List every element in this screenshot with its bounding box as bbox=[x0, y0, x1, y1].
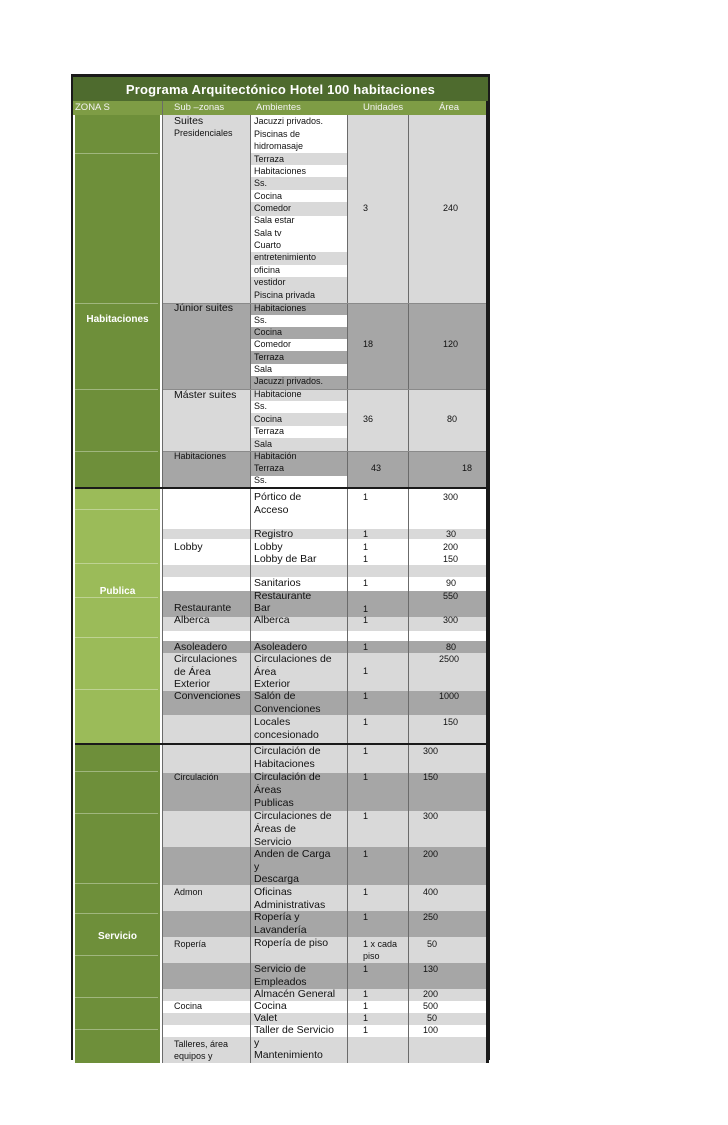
amb-circ-hab-2: Habitaciones bbox=[254, 758, 315, 770]
sub-restaurante: Restaurante bbox=[174, 602, 232, 614]
zone-habitaciones-cell bbox=[75, 115, 160, 487]
amb-hab-ss: Ss. bbox=[254, 475, 268, 485]
amb-hab-habitacion: Habitación bbox=[254, 451, 297, 461]
units-asoleadero: 1 bbox=[363, 642, 369, 652]
units-lobby-bar: 1 bbox=[363, 554, 369, 564]
amb-terraza: Terraza bbox=[254, 154, 285, 164]
units-roperia-piso-1: 1 x cada bbox=[363, 939, 398, 949]
area-almacen: 200 bbox=[423, 989, 439, 999]
amb-circ-serv-3: Servicio bbox=[254, 836, 292, 848]
amb-oficinas-2: Administrativas bbox=[254, 899, 326, 911]
units-habitaciones: 43 bbox=[371, 463, 382, 473]
area-circ-serv: 300 bbox=[423, 811, 439, 821]
units-circ-serv: 1 bbox=[363, 811, 369, 821]
sub-presidenciales: Presidenciales bbox=[174, 128, 233, 138]
amb-anden-1: Anden de Carga bbox=[254, 848, 331, 860]
units-circ: 1 bbox=[363, 666, 369, 676]
amb-cocina: Cocina bbox=[254, 1000, 287, 1012]
area-habitaciones: 18 bbox=[462, 463, 473, 473]
header-unidades: Unidades bbox=[363, 102, 404, 113]
area-roperia-piso: 50 bbox=[427, 939, 438, 949]
area-presidential: 240 bbox=[443, 203, 459, 213]
amb-serv-emp-1: Servicio de bbox=[254, 963, 306, 975]
amb-locales-2: concesionado bbox=[254, 729, 319, 741]
area-lobby: 200 bbox=[443, 542, 459, 552]
amb-restaurante: Restaurante bbox=[254, 590, 312, 602]
amb-circ-pub-3: Publicas bbox=[254, 797, 294, 809]
amb-salon-2: Convenciones bbox=[254, 703, 321, 715]
amb-salon-1: Salón de bbox=[254, 690, 296, 702]
units-valet: 1 bbox=[363, 1013, 369, 1023]
amb-circ-2: Área bbox=[254, 666, 277, 678]
sub-admon: Admon bbox=[174, 887, 203, 897]
units-presidential: 3 bbox=[363, 203, 369, 213]
amb-lobby-bar: Lobby de Bar bbox=[254, 553, 317, 565]
amb-asoleadero: Asoleadero bbox=[254, 641, 308, 653]
amb-ss: Ss. bbox=[254, 178, 268, 188]
amb-junior-comedor: Comedor bbox=[254, 339, 292, 349]
area-asoleadero: 80 bbox=[446, 642, 457, 652]
header-area: Área bbox=[439, 102, 460, 113]
amb-oficina: oficina bbox=[254, 265, 281, 275]
units-cocina: 1 bbox=[363, 1001, 369, 1011]
header-zonas: ZONA S bbox=[75, 102, 110, 113]
amb-jacuzzi: Jacuzzi privados. bbox=[254, 116, 324, 126]
table-title: Programa Arquitectónico Hotel 100 habitaciones bbox=[73, 77, 488, 101]
zone-publica-cell bbox=[75, 489, 160, 743]
units-almacen: 1 bbox=[363, 989, 369, 999]
area-circ: 2500 bbox=[439, 654, 460, 664]
units-salon: 1 bbox=[363, 691, 369, 701]
units-master: 36 bbox=[363, 414, 374, 424]
zone-servicio-label: Servicio bbox=[98, 931, 137, 942]
amb-anden-2: y bbox=[254, 861, 260, 873]
sub-convenciones: Convenciones bbox=[174, 690, 241, 702]
area-serv-emp: 130 bbox=[423, 964, 439, 974]
amb-sala-tv: Sala tv bbox=[254, 228, 282, 238]
units-roperia-lav: 1 bbox=[363, 912, 369, 922]
sub-talleres-2: equipos y bbox=[174, 1051, 213, 1061]
amb-hab-terraza: Terraza bbox=[254, 463, 285, 473]
amb-junior-jacuzzi: Jacuzzi privados. bbox=[254, 376, 324, 386]
amb-portico-2: Acceso bbox=[254, 504, 289, 516]
amb-piscinas: Piscinas de bbox=[254, 129, 301, 139]
amb-roperia-lav-1: Ropería y bbox=[254, 911, 300, 923]
area-circ-pub: 150 bbox=[423, 772, 439, 782]
amb-anden-3: Descarga bbox=[254, 873, 299, 885]
area-anden: 200 bbox=[423, 849, 439, 859]
amb-roperia-piso: Ropería de piso bbox=[254, 937, 329, 949]
amb-registro: Registro bbox=[254, 528, 294, 540]
amb-lobby: Lobby bbox=[254, 541, 283, 553]
amb-junior-sala: Sala bbox=[254, 364, 273, 374]
sub-circulaciones-2: de Área bbox=[174, 666, 211, 678]
amb-circ-3: Exterior bbox=[254, 678, 291, 690]
area-registro: 30 bbox=[446, 529, 457, 539]
sub-roperia: Ropería bbox=[174, 939, 207, 949]
amb-junior-ss: Ss. bbox=[254, 315, 268, 325]
amb-circ-1: Circulaciones de bbox=[254, 653, 332, 665]
amb-bar: Bar bbox=[254, 602, 271, 614]
amb-habitaciones: Habitaciones bbox=[254, 166, 307, 176]
area-junior: 120 bbox=[443, 339, 459, 349]
amb-roperia-lav-2: Lavandería bbox=[254, 924, 307, 936]
units-bar: 1 bbox=[363, 604, 369, 614]
sub-habitaciones: Habitaciones bbox=[174, 451, 227, 461]
amb-taller-3: Mantenimiento bbox=[254, 1049, 323, 1061]
sub-master: Máster suites bbox=[174, 389, 237, 401]
amb-junior-cocina: Cocina bbox=[254, 327, 283, 337]
amb-circ-pub-1: Circulación de bbox=[254, 771, 321, 783]
amb-comedor: Comedor bbox=[254, 203, 292, 213]
amb-circ-serv-2: Áreas de bbox=[254, 823, 297, 835]
sub-asoleadero: Asoleadero bbox=[174, 641, 228, 653]
units-locales: 1 bbox=[363, 717, 369, 727]
header-subzonas: Sub –zonas bbox=[174, 102, 225, 113]
sub-talleres-1: Talleres, área bbox=[174, 1039, 229, 1049]
sub-suites: Suites bbox=[174, 115, 204, 127]
units-registro: 1 bbox=[363, 529, 369, 539]
units-roperia-piso-2: piso bbox=[363, 951, 380, 961]
units-circ-pub: 1 bbox=[363, 772, 369, 782]
units-portico: 1 bbox=[363, 492, 369, 502]
units-alberca: 1 bbox=[363, 615, 369, 625]
amb-circ-serv-1: Circulaciones de bbox=[254, 810, 332, 822]
amb-taller-1: Taller de Servicio bbox=[254, 1024, 334, 1036]
area-roperia-lav: 250 bbox=[423, 912, 439, 922]
amb-valet: Valet bbox=[254, 1012, 278, 1024]
amb-oficinas-1: Oficinas bbox=[254, 886, 292, 898]
area-lobby-bar: 150 bbox=[443, 554, 459, 564]
units-anden: 1 bbox=[363, 849, 369, 859]
amb-hidromasaje: hidromasaje bbox=[254, 141, 304, 151]
sub-alberca: Alberca bbox=[174, 614, 210, 626]
units-serv-emp: 1 bbox=[363, 964, 369, 974]
amb-junior-habitaciones: Habitaciones bbox=[254, 303, 307, 313]
amb-cuarto: Cuarto bbox=[254, 240, 282, 250]
amb-circ-pub-2: Áreas bbox=[254, 784, 282, 796]
amb-master-terraza: Terraza bbox=[254, 426, 285, 436]
area-alberca: 300 bbox=[443, 615, 459, 625]
amb-master-cocina: Cocina bbox=[254, 414, 283, 424]
amb-alberca: Alberca bbox=[254, 614, 290, 626]
area-restaurante: 550 bbox=[443, 591, 459, 601]
area-salon: 1000 bbox=[439, 691, 460, 701]
amb-sala-estar: Sala estar bbox=[254, 215, 295, 225]
zone-publica-label: Publica bbox=[99, 586, 136, 597]
amb-serv-emp-2: Empleados bbox=[254, 976, 307, 988]
amb-portico-1: Pórtico de bbox=[254, 491, 302, 503]
units-taller: 1 bbox=[363, 1025, 369, 1035]
amb-master-habitacione: Habitacione bbox=[254, 389, 302, 399]
amb-master-sala: Sala bbox=[254, 439, 273, 449]
sub-circulaciones-1: Circulaciones bbox=[174, 653, 238, 665]
amb-taller-2: y bbox=[254, 1037, 260, 1049]
sub-lobby: Lobby bbox=[174, 541, 203, 553]
amb-entretenimiento: entretenimiento bbox=[254, 252, 317, 262]
units-sanitarios: 1 bbox=[363, 578, 369, 588]
units-oficinas: 1 bbox=[363, 887, 369, 897]
units-junior: 18 bbox=[363, 339, 374, 349]
amb-cocina: Cocina bbox=[254, 191, 283, 201]
amb-locales-1: Locales bbox=[254, 716, 291, 728]
amb-almacen: Almacén General bbox=[254, 988, 336, 1000]
area-valet: 50 bbox=[427, 1013, 438, 1023]
units-lobby: 1 bbox=[363, 542, 369, 552]
amb-vestidor: vestidor bbox=[254, 277, 286, 287]
sub-cocina: Cocina bbox=[174, 1001, 203, 1011]
row-locales bbox=[163, 715, 488, 743]
sub-circulacion: Circulación bbox=[174, 772, 219, 782]
area-oficinas: 400 bbox=[423, 887, 439, 897]
amb-junior-terraza: Terraza bbox=[254, 352, 285, 362]
program-table bbox=[71, 74, 490, 1060]
zone-habitaciones-label: Habitaciones bbox=[86, 314, 149, 325]
area-taller: 100 bbox=[423, 1025, 439, 1035]
row-portico bbox=[163, 489, 488, 521]
area-cocina: 500 bbox=[423, 1001, 439, 1011]
area-sanitarios: 90 bbox=[446, 578, 457, 588]
amb-piscina-privada: Piscina privada bbox=[254, 290, 316, 300]
sub-circulaciones-3: Exterior bbox=[174, 678, 211, 690]
area-locales: 150 bbox=[443, 717, 459, 727]
units-circ-hab: 1 bbox=[363, 746, 369, 756]
area-master: 80 bbox=[447, 414, 458, 424]
amb-sanitarios: Sanitarios bbox=[254, 577, 301, 589]
zone-servicio-cell bbox=[75, 745, 160, 1063]
sub-junior: Júnior suites bbox=[174, 302, 233, 314]
header-ambientes: Ambientes bbox=[256, 102, 301, 113]
amb-circ-hab-1: Circulación de bbox=[254, 745, 321, 757]
amb-master-ss: Ss. bbox=[254, 401, 268, 411]
area-circ-hab: 300 bbox=[423, 746, 439, 756]
area-portico: 300 bbox=[443, 492, 459, 502]
